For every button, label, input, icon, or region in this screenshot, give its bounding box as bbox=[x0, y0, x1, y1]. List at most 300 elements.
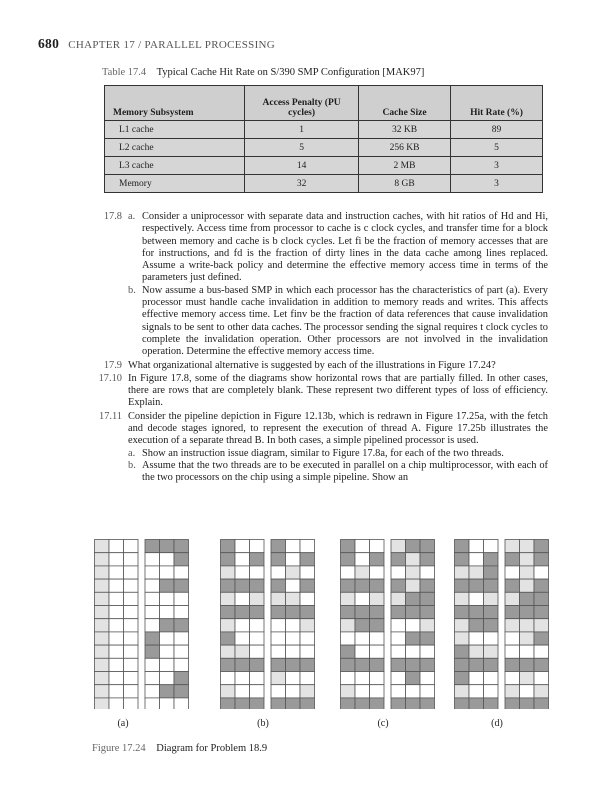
issue-slot bbox=[145, 592, 160, 605]
issue-slot bbox=[95, 606, 110, 619]
issue-slot bbox=[505, 658, 520, 671]
issue-slot bbox=[520, 579, 535, 592]
issue-slot bbox=[250, 579, 265, 592]
issue-grid-a bbox=[95, 540, 189, 710]
issue-slot bbox=[341, 632, 356, 645]
issue-slot bbox=[505, 645, 520, 658]
issue-slot bbox=[420, 540, 435, 553]
issue-slot bbox=[124, 658, 139, 671]
issue-slot bbox=[174, 619, 189, 632]
issue-slot bbox=[341, 553, 356, 566]
issue-slot bbox=[370, 566, 385, 579]
issue-slot bbox=[341, 566, 356, 579]
issue-slot bbox=[391, 592, 406, 605]
issue-slot bbox=[160, 632, 175, 645]
issue-grid-b bbox=[221, 540, 315, 710]
issue-slot bbox=[124, 592, 139, 605]
issue-slot bbox=[455, 606, 470, 619]
issue-slot bbox=[109, 592, 124, 605]
issue-slot bbox=[300, 540, 315, 553]
issue-slot bbox=[250, 566, 265, 579]
issue-slot bbox=[534, 672, 549, 685]
issue-slot bbox=[221, 592, 236, 605]
issue-slot bbox=[174, 645, 189, 658]
issue-slot bbox=[109, 579, 124, 592]
issue-slot bbox=[520, 658, 535, 671]
issue-slot bbox=[355, 698, 370, 709]
issue-slot bbox=[484, 658, 499, 671]
issue-slot bbox=[355, 632, 370, 645]
issue-slot bbox=[221, 579, 236, 592]
issue-slot bbox=[160, 698, 175, 709]
issue-slot bbox=[406, 645, 421, 658]
issue-slot bbox=[406, 619, 421, 632]
figure-label: Figure 17.24 bbox=[92, 743, 146, 754]
issue-slot bbox=[221, 658, 236, 671]
page-header bbox=[38, 36, 275, 52]
issue-slot bbox=[520, 619, 535, 632]
issue-slot bbox=[391, 619, 406, 632]
issue-slot bbox=[235, 606, 250, 619]
issue-slot bbox=[300, 566, 315, 579]
issue-slot bbox=[95, 645, 110, 658]
issue-slot bbox=[109, 553, 124, 566]
problem-number: 17.8 bbox=[103, 211, 122, 222]
panel-label-c: (c) bbox=[377, 718, 389, 729]
issue-slot bbox=[271, 658, 286, 671]
issue-slot bbox=[520, 632, 535, 645]
issue-slot bbox=[505, 632, 520, 645]
issue-slot bbox=[520, 685, 535, 698]
issue-slot bbox=[455, 619, 470, 632]
issue-slot bbox=[124, 566, 139, 579]
problem-17-10 bbox=[82, 373, 548, 410]
issue-slot bbox=[109, 698, 124, 709]
issue-slot bbox=[145, 553, 160, 566]
issue-slot bbox=[391, 645, 406, 658]
issue-slot bbox=[160, 606, 175, 619]
issue-slot bbox=[300, 685, 315, 698]
issue-slot bbox=[406, 540, 421, 553]
issue-slot bbox=[95, 619, 110, 632]
issue-slot bbox=[160, 685, 175, 698]
issue-slot bbox=[469, 632, 484, 645]
issue-slot bbox=[286, 632, 301, 645]
issue-slot bbox=[341, 592, 356, 605]
table-cell: 3 bbox=[451, 157, 543, 175]
issue-slot bbox=[160, 645, 175, 658]
issue-slot bbox=[109, 606, 124, 619]
issue-slot bbox=[455, 698, 470, 709]
issue-slot bbox=[221, 685, 236, 698]
issue-slot bbox=[341, 619, 356, 632]
page-number: 680 bbox=[38, 36, 60, 51]
issue-slot bbox=[341, 540, 356, 553]
part-text: Show an instruction issue diagram, similar to Figure 17.8a, for each of the two threads. bbox=[142, 447, 504, 459]
issue-slot bbox=[484, 579, 499, 592]
issue-slot bbox=[484, 566, 499, 579]
issue-slot bbox=[505, 698, 520, 709]
issue-slot bbox=[235, 698, 250, 709]
issue-slot bbox=[286, 619, 301, 632]
issue-slot bbox=[534, 698, 549, 709]
issue-slot bbox=[341, 672, 356, 685]
issue-slot bbox=[235, 553, 250, 566]
issue-slot bbox=[420, 632, 435, 645]
figure-title: Diagram for Problem 18.9 bbox=[156, 743, 268, 754]
issue-slot bbox=[370, 553, 385, 566]
issue-slot bbox=[145, 698, 160, 709]
part-text: Consider a uniprocessor with separate data and instruction caches, with hit ratios of Hd and Hi, respectively. Access time from processor to cache is c clock cycles, and transfer time for a block between memory and cache is b clock cycles. Let fi be the fraction of memory accesses that are for instructions, and fd is the fraction of dirty lines in the data cache among lines replaced. Assume a write-back policy and determine the effective memory access time in terms of the parameters just defined. bbox=[142, 211, 548, 284]
issue-slot bbox=[160, 553, 175, 566]
issue-slot bbox=[455, 632, 470, 645]
issue-slot bbox=[391, 685, 406, 698]
issue-slot bbox=[271, 566, 286, 579]
issue-slot bbox=[420, 606, 435, 619]
issue-slot bbox=[469, 645, 484, 658]
issue-slot bbox=[420, 566, 435, 579]
issue-slot bbox=[221, 619, 236, 632]
issue-slot bbox=[455, 645, 470, 658]
issue-slot bbox=[484, 619, 499, 632]
issue-slot bbox=[455, 579, 470, 592]
col-header-cache-size: Cache Size bbox=[359, 86, 451, 121]
issue-slot bbox=[300, 619, 315, 632]
issue-slot bbox=[109, 685, 124, 698]
issue-slot bbox=[271, 632, 286, 645]
problem-text: Consider the pipeline depiction in Figure 12.13b, which is redrawn in Figure 17.25a, with the fetch and decode stages ignored, to represent the execution of thread A. Figure 17.25b illustrates the execution of a separate thread B. In both cases, a simple pipelined processor is used. bbox=[128, 410, 548, 447]
table-row bbox=[105, 175, 543, 193]
issue-slot bbox=[484, 698, 499, 709]
table-cell: 2 MB bbox=[359, 157, 451, 175]
issue-slot bbox=[370, 592, 385, 605]
table-cell: 8 GB bbox=[359, 175, 451, 193]
issue-slot bbox=[391, 566, 406, 579]
issue-slot bbox=[250, 645, 265, 658]
issue-slot bbox=[406, 553, 421, 566]
issue-slot bbox=[95, 566, 110, 579]
table-cell: L3 cache bbox=[105, 157, 245, 175]
issue-slot bbox=[235, 579, 250, 592]
issue-slot bbox=[235, 658, 250, 671]
issue-slot bbox=[174, 566, 189, 579]
issue-slot bbox=[406, 566, 421, 579]
table-cell: 1 bbox=[245, 121, 359, 139]
issue-slot bbox=[160, 672, 175, 685]
issue-slot bbox=[534, 592, 549, 605]
running-title: CHAPTER 17 / PARALLEL PROCESSING bbox=[68, 39, 276, 51]
issue-slot bbox=[160, 658, 175, 671]
issue-slot bbox=[235, 632, 250, 645]
issue-slot bbox=[370, 645, 385, 658]
issue-slot bbox=[145, 579, 160, 592]
issue-slot bbox=[145, 619, 160, 632]
issue-slot bbox=[505, 619, 520, 632]
problem-part bbox=[128, 460, 548, 485]
problem-part bbox=[128, 448, 548, 460]
issue-slot bbox=[109, 672, 124, 685]
issue-slot bbox=[355, 540, 370, 553]
figure-caption bbox=[92, 743, 267, 754]
issue-slot bbox=[505, 579, 520, 592]
issue-slot bbox=[95, 579, 110, 592]
issue-slot bbox=[174, 606, 189, 619]
issue-slot bbox=[420, 579, 435, 592]
issue-slot bbox=[286, 553, 301, 566]
issue-slot bbox=[271, 579, 286, 592]
issue-slot bbox=[95, 553, 110, 566]
issue-slot bbox=[469, 579, 484, 592]
issue-slot bbox=[95, 632, 110, 645]
issue-slot bbox=[95, 672, 110, 685]
issue-slot bbox=[174, 553, 189, 566]
issue-slot bbox=[124, 553, 139, 566]
table-row bbox=[105, 139, 543, 157]
issue-slot bbox=[484, 685, 499, 698]
issue-slot bbox=[95, 658, 110, 671]
table-cell: 32 KB bbox=[359, 121, 451, 139]
problem-number: 17.11 bbox=[99, 410, 122, 422]
issue-slot bbox=[355, 658, 370, 671]
issue-slot bbox=[271, 685, 286, 698]
issue-slot bbox=[484, 645, 499, 658]
table-cell: 256 KB bbox=[359, 139, 451, 157]
issue-slot bbox=[286, 685, 301, 698]
issue-slot bbox=[95, 698, 110, 709]
issue-slot bbox=[221, 540, 236, 553]
issue-slot bbox=[145, 540, 160, 553]
issue-slot bbox=[406, 672, 421, 685]
issue-slot bbox=[505, 672, 520, 685]
issue-grid-d bbox=[455, 540, 549, 710]
issue-slot bbox=[534, 606, 549, 619]
table-cell: L2 cache bbox=[105, 139, 245, 157]
issue-slot bbox=[469, 619, 484, 632]
issue-slot bbox=[406, 606, 421, 619]
issue-slot bbox=[469, 685, 484, 698]
issue-slot bbox=[300, 698, 315, 709]
table-cell: L1 cache bbox=[105, 121, 245, 139]
issue-slot bbox=[355, 579, 370, 592]
issue-slot bbox=[250, 698, 265, 709]
issue-slot bbox=[160, 566, 175, 579]
issue-slot bbox=[370, 632, 385, 645]
issue-slot bbox=[391, 632, 406, 645]
issue-slot bbox=[469, 698, 484, 709]
issue-slot bbox=[484, 672, 499, 685]
issue-slot bbox=[505, 606, 520, 619]
part-label: b. bbox=[128, 459, 136, 471]
issue-slot bbox=[341, 698, 356, 709]
problem-part bbox=[128, 211, 548, 285]
issue-slot bbox=[520, 606, 535, 619]
issue-slot bbox=[420, 698, 435, 709]
part-label: a. bbox=[128, 447, 136, 459]
col-header-memory-subsystem: Memory Subsystem bbox=[105, 86, 245, 121]
issue-slot bbox=[124, 632, 139, 645]
issue-slot bbox=[174, 672, 189, 685]
issue-slot bbox=[250, 606, 265, 619]
issue-slot bbox=[235, 645, 250, 658]
issue-slot bbox=[300, 645, 315, 658]
issue-slot bbox=[469, 566, 484, 579]
issue-slot bbox=[124, 540, 139, 553]
issue-slot bbox=[505, 553, 520, 566]
issue-slot bbox=[286, 672, 301, 685]
part-label: a. bbox=[128, 211, 136, 222]
issue-slot bbox=[370, 685, 385, 698]
issue-slot bbox=[370, 658, 385, 671]
issue-slot bbox=[341, 606, 356, 619]
issue-slot bbox=[221, 566, 236, 579]
issue-slot bbox=[341, 645, 356, 658]
issue-slot bbox=[124, 672, 139, 685]
table-cell: 32 bbox=[245, 175, 359, 193]
issue-slot bbox=[124, 579, 139, 592]
issue-slot bbox=[235, 619, 250, 632]
issue-slot bbox=[286, 540, 301, 553]
issue-slot bbox=[160, 540, 175, 553]
issue-slot bbox=[174, 685, 189, 698]
issue-slot bbox=[484, 632, 499, 645]
issue-slot bbox=[235, 592, 250, 605]
issue-slot bbox=[145, 566, 160, 579]
issue-slot bbox=[341, 579, 356, 592]
issue-slot bbox=[484, 553, 499, 566]
issue-slot bbox=[174, 658, 189, 671]
issue-slot bbox=[391, 606, 406, 619]
issue-slot bbox=[370, 619, 385, 632]
issue-slot bbox=[469, 540, 484, 553]
issue-slot bbox=[271, 698, 286, 709]
issue-slot bbox=[484, 606, 499, 619]
issue-slot bbox=[145, 685, 160, 698]
issue-slot bbox=[534, 645, 549, 658]
problem-number: 17.9 bbox=[103, 359, 122, 371]
issue-slot bbox=[355, 606, 370, 619]
table-row bbox=[105, 121, 543, 139]
issue-slot bbox=[355, 553, 370, 566]
issue-grid-c bbox=[341, 540, 435, 710]
issue-slot bbox=[109, 632, 124, 645]
table-caption bbox=[102, 67, 424, 78]
issue-slot bbox=[221, 606, 236, 619]
issue-slot bbox=[370, 579, 385, 592]
issue-slot bbox=[109, 658, 124, 671]
table-header-row bbox=[105, 86, 543, 121]
issue-slot bbox=[469, 658, 484, 671]
part-text: Assume that the two threads are to be executed in parallel on a chip multiprocessor, with each of the two processors on the chip using a simple pipeline. Show an bbox=[142, 459, 548, 484]
issue-slot bbox=[406, 632, 421, 645]
issue-slot bbox=[455, 658, 470, 671]
issue-slot bbox=[520, 672, 535, 685]
issue-slot bbox=[109, 540, 124, 553]
panel-label-a: (a) bbox=[117, 718, 129, 729]
issue-slot bbox=[391, 579, 406, 592]
issue-slot bbox=[109, 566, 124, 579]
issue-slot bbox=[406, 658, 421, 671]
issue-slot bbox=[420, 553, 435, 566]
issue-slot bbox=[534, 685, 549, 698]
issue-slot bbox=[370, 672, 385, 685]
issue-slot bbox=[455, 672, 470, 685]
issue-slot bbox=[145, 645, 160, 658]
issue-slot bbox=[420, 619, 435, 632]
issue-slot bbox=[286, 698, 301, 709]
issue-slot bbox=[505, 592, 520, 605]
table-cell: 5 bbox=[451, 139, 543, 157]
table-cell: 14 bbox=[245, 157, 359, 175]
issue-slot bbox=[455, 566, 470, 579]
issue-slot bbox=[534, 566, 549, 579]
table-cell: 5 bbox=[245, 139, 359, 157]
problem-17-9 bbox=[82, 360, 548, 372]
issue-slot bbox=[484, 592, 499, 605]
issue-slot bbox=[160, 579, 175, 592]
issue-slot bbox=[370, 698, 385, 709]
issue-slot bbox=[420, 592, 435, 605]
issue-slot bbox=[520, 592, 535, 605]
issue-slot bbox=[174, 592, 189, 605]
issue-slot bbox=[300, 553, 315, 566]
issue-slot bbox=[534, 632, 549, 645]
issue-slot bbox=[355, 566, 370, 579]
issue-slot bbox=[286, 606, 301, 619]
issue-slot bbox=[271, 645, 286, 658]
issue-slot bbox=[124, 685, 139, 698]
table-label: Table 17.4 bbox=[102, 67, 147, 78]
issue-slot bbox=[534, 579, 549, 592]
issue-slot bbox=[469, 553, 484, 566]
issue-slot bbox=[145, 658, 160, 671]
issue-slot bbox=[534, 540, 549, 553]
issue-slot bbox=[469, 592, 484, 605]
part-text: Now assume a bus-based SMP in which each processor has the characteristics of part (a). Every processor must handle cache invalidation in addition to memory reads and writes. This affects effective memory access time. Let finv be the fraction of data references that cause invalidation signals to be sent to other data caches. The processor sending the signal requires t clock cycles to complete the invalidation operation. Other processors are not involved in the invalidation operation. Determine the effective memory access time. bbox=[142, 284, 548, 358]
issue-slot bbox=[505, 685, 520, 698]
issue-slot bbox=[505, 540, 520, 553]
issue-slot bbox=[271, 672, 286, 685]
issue-slot bbox=[341, 685, 356, 698]
issue-slot bbox=[221, 645, 236, 658]
issue-slot bbox=[174, 698, 189, 709]
issue-slot bbox=[145, 606, 160, 619]
issue-slot bbox=[534, 658, 549, 671]
issue-slot bbox=[124, 619, 139, 632]
issue-slot bbox=[174, 579, 189, 592]
problem-part bbox=[128, 285, 548, 359]
issue-slot bbox=[95, 592, 110, 605]
panel-label-d: (d) bbox=[491, 718, 503, 729]
issue-slot bbox=[391, 672, 406, 685]
issue-slot bbox=[520, 645, 535, 658]
problem-number: 17.10 bbox=[98, 372, 122, 384]
issue-slot bbox=[520, 540, 535, 553]
issue-slot bbox=[370, 606, 385, 619]
issue-slot bbox=[391, 553, 406, 566]
problem-text: In Figure 17.8, some of the diagrams show horizontal rows that are partially filled. In other cases, there are rows that are completely blank. These represent two different types of loss of efficiency. Explain. bbox=[128, 372, 548, 409]
issue-slot bbox=[370, 540, 385, 553]
problem-text: What organizational alternative is suggested by each of the illustrations in Figure 17.24? bbox=[128, 359, 496, 371]
issue-slot bbox=[286, 658, 301, 671]
issue-slot bbox=[455, 553, 470, 566]
issue-slot bbox=[355, 672, 370, 685]
issue-slot bbox=[271, 592, 286, 605]
issue-slot bbox=[174, 632, 189, 645]
issue-slot bbox=[455, 540, 470, 553]
issue-slot bbox=[235, 685, 250, 698]
issue-slot bbox=[391, 658, 406, 671]
issue-slot bbox=[534, 619, 549, 632]
